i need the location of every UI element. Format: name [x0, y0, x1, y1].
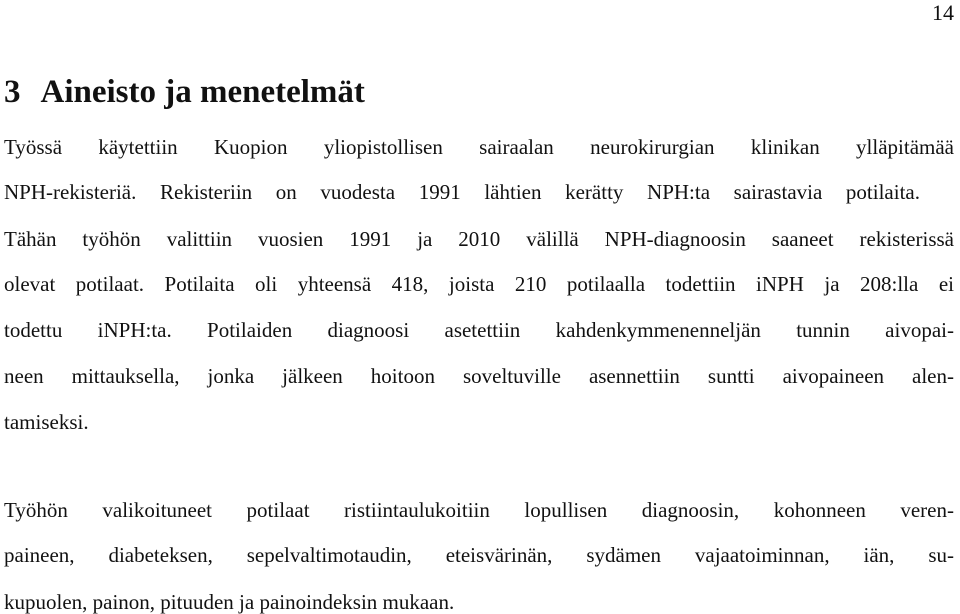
section-number: 3: [4, 74, 21, 110]
paragraph-line: Tähän työhön valittiin vuosien 1991 ja 2010 välillä NPH-diagnoosin saaneet rekisterissä: [4, 227, 954, 251]
paragraph-line: kupuolen, painon, pituuden ja painoindeksin mukaan.: [4, 590, 455, 614]
section-heading: [4, 72, 365, 112]
paragraph-line: olevat potilaat. Potilaita oli yhteensä 418, joista 210 potilaalla todettiin iNPH ja 208:lla ei: [4, 272, 954, 296]
paragraph-line: todettu iNPH:ta. Potilaiden diagnoosi asetettiin kahdenkymmenenneljän tunnin aivopai-: [4, 318, 954, 342]
paragraph-line: Työssä käytettiin Kuopion yliopistollisen sairaalan neurokirurgian klinikan ylläpitämää: [4, 135, 954, 159]
page-number: 14: [932, 0, 954, 25]
section-title: Aineisto ja menetelmät: [40, 74, 365, 110]
paragraph-line: tamiseksi.: [4, 410, 89, 434]
paragraph-line: NPH-rekisteriä. Rekisteriin on vuodesta 1991 lähtien kerätty NPH:ta sairastavia potilaita.: [4, 180, 920, 204]
paragraph-line: neen mittauksella, jonka jälkeen hoitoon soveltuville asennettiin suntti aivopaineen alen-: [4, 364, 954, 388]
paragraph-line: paineen, diabeteksen, sepelvaltimotaudin, eteisvärinän, sydämen vajaatoiminnan, iän, su-: [4, 543, 954, 567]
paragraph-line: Työhön valikoituneet potilaat ristiintaulukoitiin lopullisen diagnoosin, kohonneen veren-: [4, 498, 954, 522]
